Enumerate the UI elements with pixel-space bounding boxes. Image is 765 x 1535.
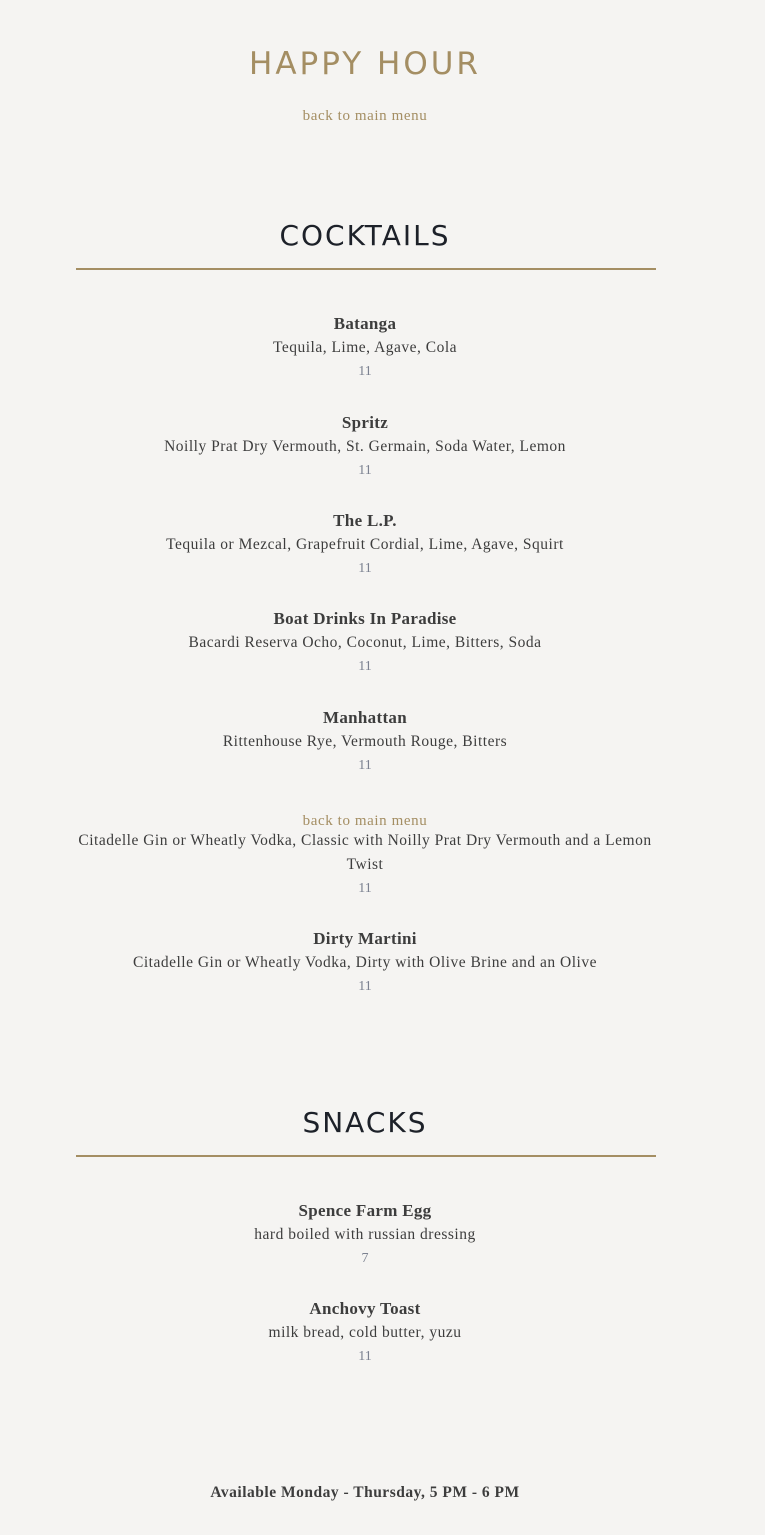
menu-item [0, 1199, 730, 1271]
item-description: milk bread, cold butter, yuzu [268, 1324, 462, 1341]
item-description: hard boiled with russian dressing [254, 1226, 476, 1243]
item-name: Boat Drinks In Paradise [273, 609, 457, 628]
menu-item [0, 411, 730, 483]
item-price: 11 [358, 758, 372, 773]
menu-item [0, 1297, 730, 1369]
item-description: Bacardi Reserva Ocho, Coconut, Lime, Bitters, Soda [188, 634, 542, 651]
item-description: Citadelle Gin or Wheatly Vodka, Classic with Noilly Prat Dry Vermouth and a Lemon Twist [78, 832, 652, 873]
item-description: Rittenhouse Rye, Vermouth Rouge, Bitters [222, 733, 508, 750]
menu-item [0, 312, 730, 384]
item-name: Anchovy Toast [309, 1299, 421, 1318]
page-title: HAPPY HOUR [249, 46, 481, 82]
item-description: Tequila or Mezcal, Grapefruit Cordial, Lime, Agave, Squirt [166, 536, 564, 553]
item-price: 11 [358, 364, 372, 379]
section-title-cocktails: COCKTAILS [279, 219, 451, 252]
item-price: 11 [358, 659, 372, 674]
item-price: 11 [358, 463, 372, 478]
availability-note: Available Monday - Thursday, 5 PM - 6 PM [210, 1484, 520, 1501]
item-price: 11 [358, 881, 372, 896]
item-price: 11 [358, 979, 372, 994]
section-divider [76, 1155, 656, 1157]
section-title-snacks: SNACKS [302, 1106, 428, 1139]
section-divider [76, 268, 656, 270]
menu-item [0, 706, 730, 778]
item-name: Manhattan [323, 708, 407, 727]
menu-item [0, 927, 730, 999]
back-to-main-menu-link[interactable]: back to main menu [302, 813, 428, 829]
menu-item [0, 509, 730, 581]
item-description: Tequila, Lime, Agave, Cola [272, 339, 458, 356]
item-name: Dirty Martini [313, 929, 417, 948]
item-name: Spence Farm Egg [298, 1201, 432, 1220]
item-name: Spritz [341, 413, 389, 432]
item-name: Batanga [333, 314, 397, 333]
menu-item [0, 829, 730, 901]
item-price: 11 [358, 561, 372, 576]
back-to-main-menu-link[interactable]: back to main menu [302, 108, 428, 124]
item-description: Citadelle Gin or Wheatly Vodka, Dirty with Olive Brine and an Olive [133, 954, 597, 971]
item-description: Noilly Prat Dry Vermouth, St. Germain, Soda Water, Lemon [164, 438, 566, 455]
item-price: 7 [361, 1251, 369, 1266]
item-name: The L.P. [333, 511, 397, 530]
item-price: 11 [358, 1349, 372, 1364]
menu-item [0, 607, 730, 679]
